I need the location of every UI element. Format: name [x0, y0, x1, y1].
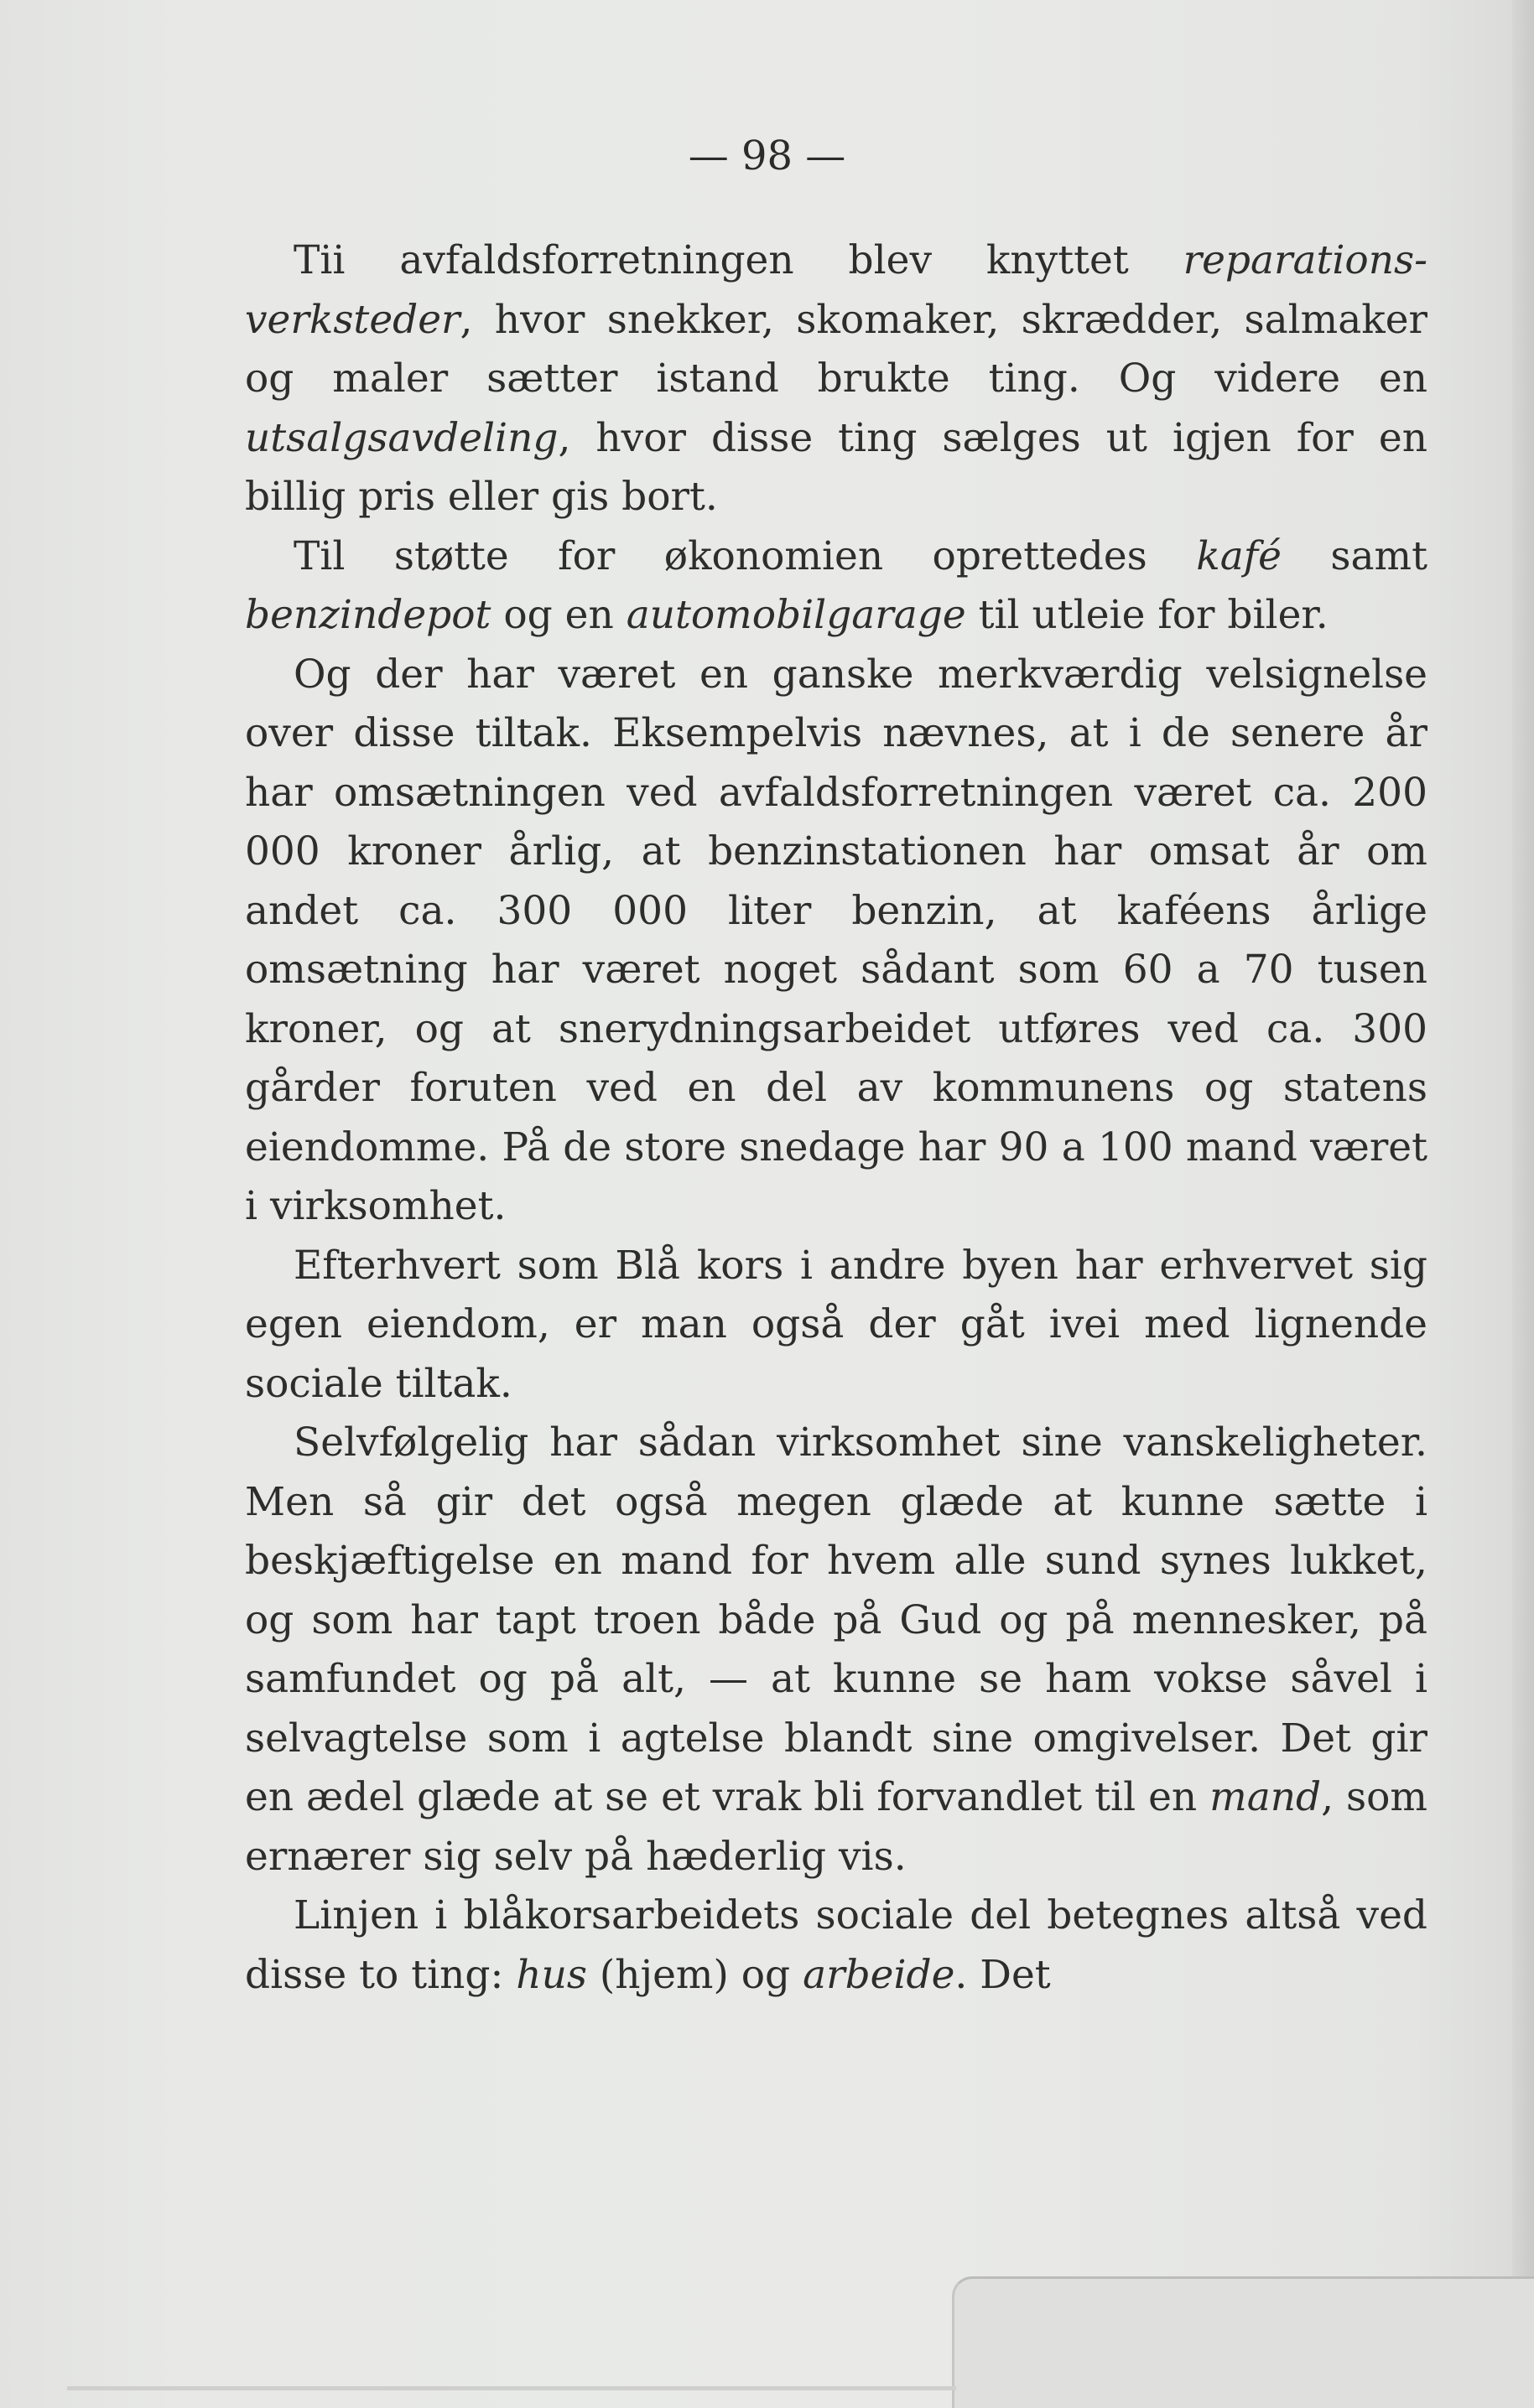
italic-text: benzindepot: [245, 592, 491, 638]
italic-text: automobilgarage: [626, 592, 966, 638]
paragraph: [245, 646, 1427, 1237]
paragraph: [245, 527, 1427, 646]
text-run: Efterhvert som Blå kors i andre byen har erhvervet sig egen eiendom, er man også der gåt ivei med lignende sociale tiltak.: [245, 1242, 1427, 1407]
text-run: til utleie for biler.: [965, 592, 1329, 638]
text-run: Tii avfaldsforretningen blev knyttet: [294, 237, 1183, 283]
page-edge-shadow: [1512, 0, 1534, 2408]
paragraph: [245, 1414, 1427, 1886]
text-run: samt: [1281, 532, 1427, 579]
paragraph: [245, 231, 1427, 527]
italic-text: utsalgsavdeling: [245, 414, 559, 461]
italic-text: hus: [516, 1951, 587, 1998]
bottom-tab-outline: [952, 2276, 1534, 2408]
italic-text: kafé: [1196, 532, 1282, 579]
italic-text: reparations-verksteder: [245, 237, 1427, 343]
text-run: Til støtte for økonomien oprettedes: [294, 532, 1197, 579]
italic-text: arbeide: [803, 1951, 955, 1998]
text-run: , hvor disse ting sælges ut igjen for en billig pris eller gis bort.: [245, 414, 1427, 520]
body-text: [245, 231, 1427, 2005]
text-run: , hvor snekker, skomaker, skrædder, salmaker og maler sætter istand brukte ting. Og videre en: [245, 296, 1427, 402]
text-run: Og der har været en ganske merkværdig velsignelse over disse tiltak. Eksempelvis nævnes, at i de senere år har omsætningen ved avfaldsforretningen været ca. 200 000 kroner årlig, at benzinstationen har omsat år om andet ca. 300 000 liter benzin, at kaféens årlige omsætning har været noget sådant som 60 a 70 tusen kroner, og at snerydningsarbeidet utføres ved ca. 300 gårder foruten ved en del av kommunens og statens eiendomme. På de store snedage har 90 a 100 mand været i virksomhet.: [245, 651, 1427, 1229]
italic-text: mand: [1209, 1774, 1322, 1820]
text-run: og en: [491, 592, 627, 638]
text-run: Selvfølgelig har sådan virksomhet sine vanskeligheter. Men så gir det også megen glæde at kunne sætte i beskjæftigelse en mand for hvem alle sund synes lukket, og som har tapt troen både på Gud og på mennesker, på samfundet og på alt, — at kunne se ham vokse såvel i selvagtelse som i agtelse blandt sine omgivelser. Det gir en ædel glæde at se et vrak bli forvandlet til en: [245, 1419, 1427, 1820]
bottom-rule: [67, 2386, 956, 2390]
paragraph: [245, 1886, 1427, 2005]
text-run: (hjem) og: [586, 1951, 803, 1998]
page-number: — 98 —: [688, 132, 846, 179]
paragraph: [245, 1237, 1427, 1414]
text-run: , som ernærer sig selv på hæderlig vis.: [245, 1774, 1427, 1880]
text-run: . Det: [954, 1951, 1051, 1998]
text-run: Linjen i blåkorsarbeidets sociale del betegnes altså ved disse to ting:: [245, 1892, 1427, 1998]
